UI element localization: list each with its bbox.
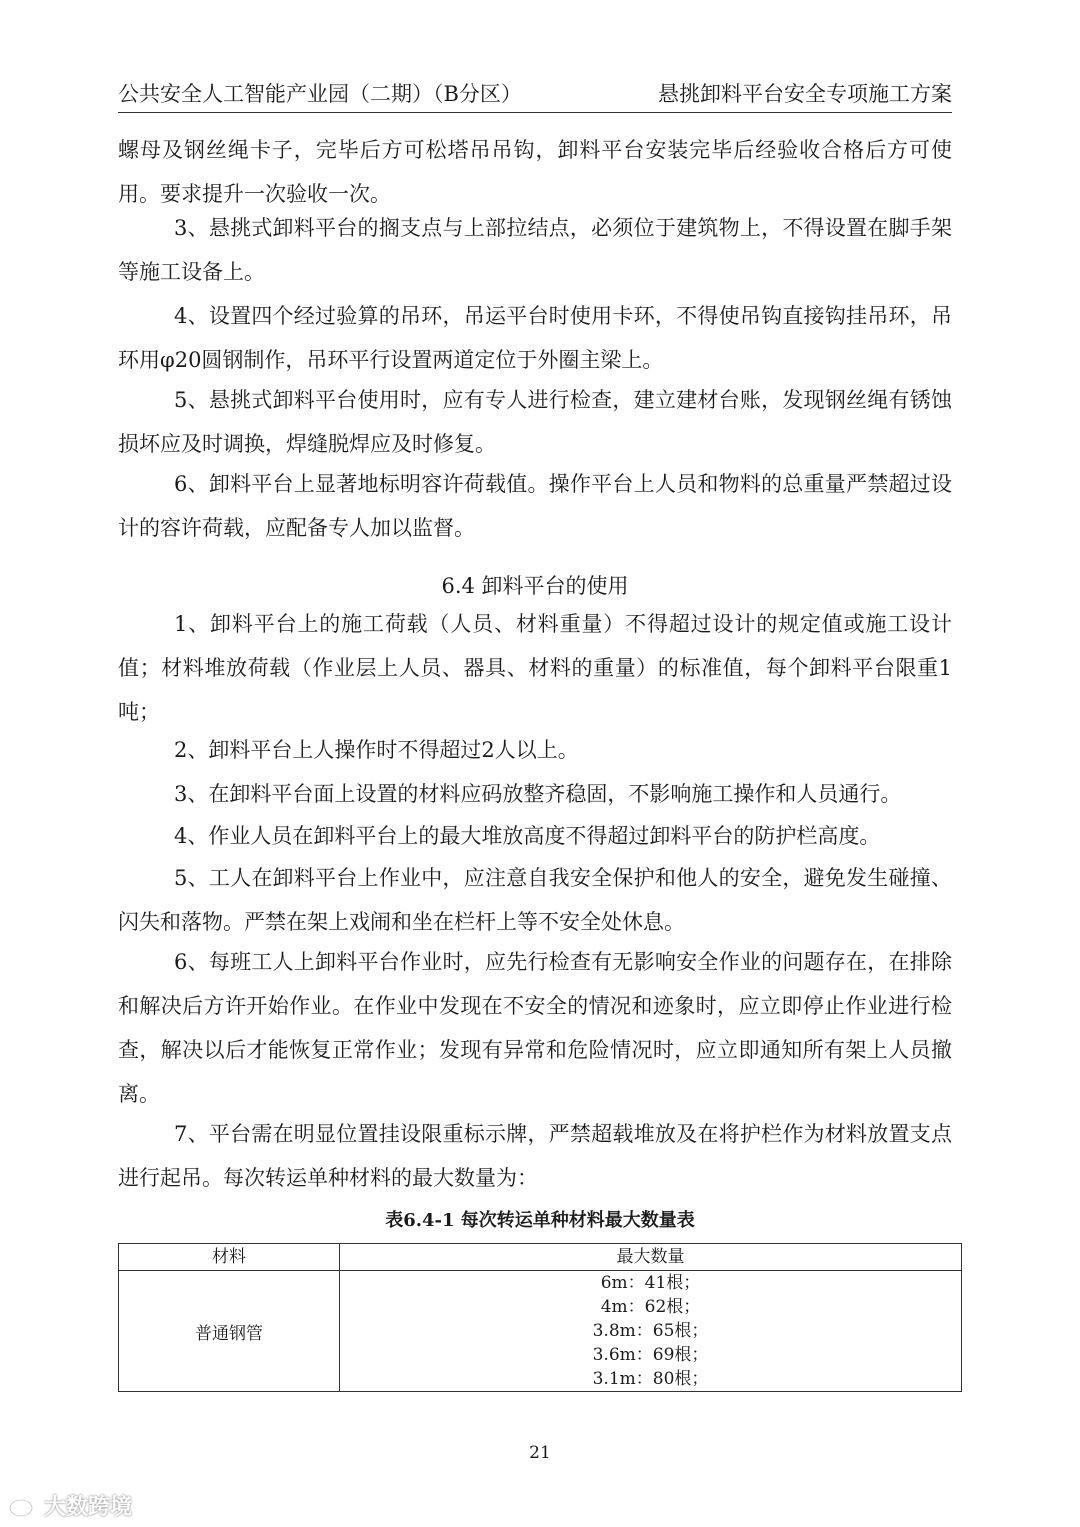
- section-paragraph-7: 7、平台需在明显位置挂设限重标示牌，严禁超载堆放及在将护栏作为材料放置支点进行起吊。每次转运单种材料的最大数量为：: [118, 1122, 952, 1190]
- section-paragraph-3: 3、在卸料平台面上设置的材料应码放整齐稳固，不影响施工操作和人员通行。: [174, 782, 902, 806]
- quantity-line: 6m：41根；: [600, 1273, 701, 1293]
- quantity-line: 4m：62根；: [600, 1297, 701, 1317]
- table-caption: 表6.4-1 每次转运单种材料最大数量表: [385, 1210, 695, 1231]
- page-header: [118, 76, 952, 113]
- page-number: 21: [529, 1443, 551, 1463]
- material-cell: 普通钢管: [119, 1271, 340, 1392]
- paragraph-item-4: 4、设置四个经过验算的吊环，吊运平台时使用卡环，不得使吊钩直接钩挂吊环，吊环用φ20圆钢制作，吊环平行设置两道定位于外圈主梁上。: [118, 304, 952, 372]
- watermark: [8, 1488, 132, 1522]
- table-row: [119, 1271, 962, 1392]
- section-title: 6.4 卸料平台的使用: [441, 574, 629, 598]
- material-quantity-table: [118, 1243, 962, 1392]
- paragraph-item-3: 3、悬挑式卸料平台的搁支点与上部拉结点，必须位于建筑物上，不得设置在脚手架等施工设备上。: [118, 216, 952, 284]
- quantity-line: 3.1m：80根；: [592, 1369, 709, 1389]
- column-header-max-quantity: 最大数量: [340, 1244, 962, 1271]
- header-document-title: 悬挑卸料平台安全专项施工方案: [658, 82, 952, 106]
- weibo-logo-icon: [8, 1492, 38, 1518]
- paragraph-item-6: 6、卸料平台上显著地标明容许荷载值。操作平台上人员和物料的总重量严禁超过设计的容许荷载，应配备专人加以监督。: [118, 472, 952, 540]
- table-header-row: [119, 1244, 962, 1271]
- section-paragraph-4: 4、作业人员在卸料平台上的最大堆放高度不得超过卸料平台的防护栏高度。: [174, 824, 881, 848]
- section-paragraph-1: 1、卸料平台上的施工荷载（人员、材料重量）不得超过设计的规定值或施工设计值；材料堆放荷载（作业层上人员、器具、材料的重量）的标准值，每个卸料平台限重1吨；: [118, 612, 952, 724]
- header-project-name: 公共安全人工智能产业园（二期）（B分区）: [118, 82, 522, 106]
- quantity-line: 3.8m：65根；: [592, 1321, 709, 1341]
- quantity-line: 3.6m：69根；: [592, 1345, 709, 1365]
- paragraph-item-5: 5、悬挑式卸料平台使用时，应有专人进行检查，建立建材台账，发现钢丝绳有锈蚀损坏应及时调换，焊缝脱焊应及时修复。: [118, 388, 952, 456]
- watermark-text: 大数跨境: [44, 1494, 133, 1520]
- section-paragraph-2: 2、卸料平台上人操作时不得超过2人以上。: [174, 738, 579, 762]
- quantity-cell: [340, 1271, 962, 1392]
- section-paragraph-5: 5、工人在卸料平台上作业中，应注意自我安全保护和他人的安全，避免发生碰撞、闪失和落物。严禁在架上戏闹和坐在栏杆上等不安全处休息。: [118, 866, 952, 934]
- paragraph-continuation: 螺母及钢丝绳卡子，完毕后方可松塔吊吊钩，卸料平台安装完毕后经验收合格后方可使用。要求提升一次验收一次。: [118, 138, 952, 206]
- section-paragraph-6: 6、每班工人上卸料平台作业时，应先行检查有无影响安全作业的问题存在，在排除和解决后方许开始作业。在作业中发现在不安全的情况和迹象时，应立即停止作业进行检查，解决以后才能恢复正常作业；发现有异常和危险情况时，应立即通知所有架上人员撤离。: [118, 950, 952, 1106]
- column-header-material: 材料: [119, 1244, 340, 1271]
